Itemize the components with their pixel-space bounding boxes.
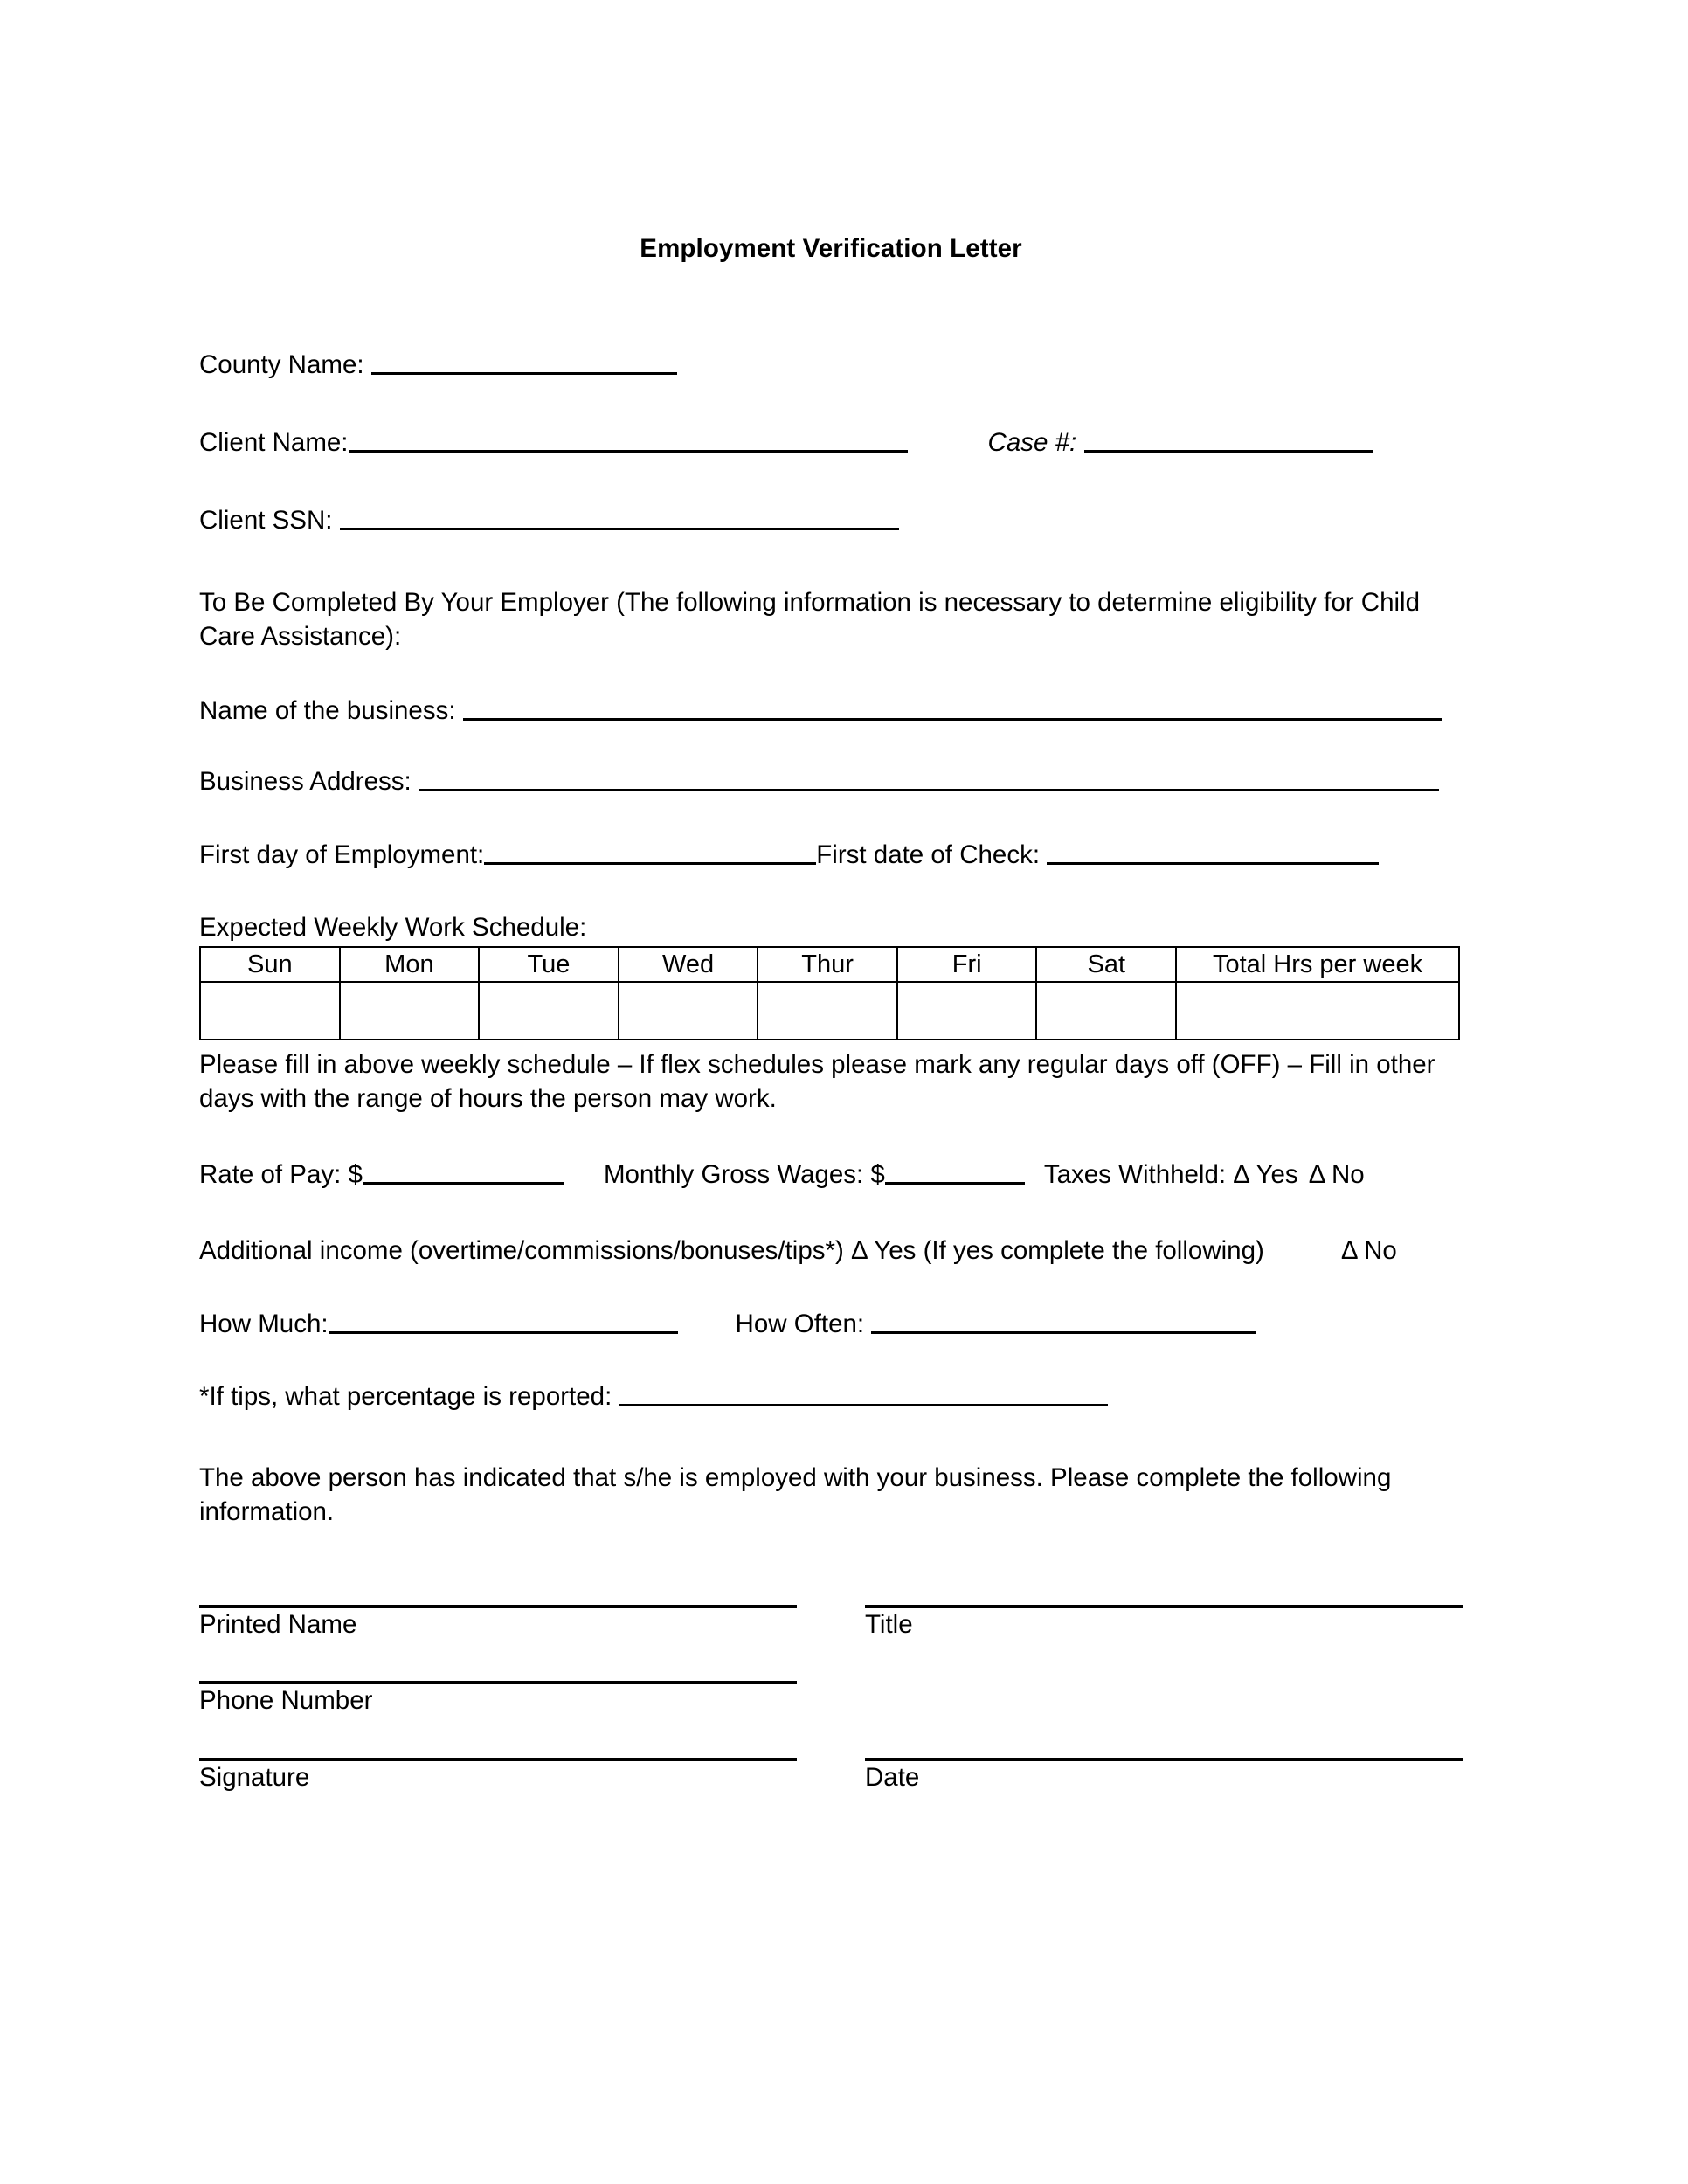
column-header-fri: Fri	[897, 947, 1037, 982]
signature-block	[199, 1605, 1463, 1794]
additional-income-no-checkbox[interactable]: Δ No	[1340, 1236, 1397, 1266]
first-day-employment-input[interactable]	[484, 838, 816, 864]
first-date-check-input[interactable]	[1047, 838, 1379, 864]
how-often-input[interactable]	[871, 1307, 1256, 1333]
business-name-input[interactable]	[463, 695, 1442, 721]
business-name-field-row	[199, 694, 1463, 728]
signature-label: Signature	[199, 1763, 310, 1793]
page-title: Employment Verification Letter	[640, 234, 1022, 263]
schedule-cell-sat[interactable]	[1036, 982, 1176, 1040]
pay-details-row	[199, 1158, 1463, 1192]
how-much-label: How Much:	[199, 1309, 329, 1338]
date-label: Date	[865, 1763, 920, 1793]
client-name-label: Client Name:	[199, 428, 349, 458]
business-address-input[interactable]	[419, 765, 1439, 791]
monthly-gross-wages-input[interactable]	[885, 1158, 1025, 1185]
additional-income-row	[199, 1234, 1463, 1268]
column-header-total-hours: Total Hrs per week	[1176, 947, 1459, 982]
tips-percentage-input[interactable]	[619, 1380, 1108, 1406]
schedule-cell-total-hours[interactable]	[1176, 982, 1459, 1040]
column-header-tue: Tue	[479, 947, 619, 982]
phone-number-group	[199, 1681, 797, 1716]
schedule-cell-thur[interactable]	[758, 982, 897, 1040]
business-address-label: Business Address:	[199, 767, 419, 797]
column-header-sun: Sun	[200, 947, 340, 982]
employment-dates-field-row	[199, 838, 1463, 872]
taxes-withheld-label: Taxes Withheld:	[1043, 1160, 1234, 1190]
monthly-gross-wages-label: Monthly Gross Wages: $	[603, 1160, 885, 1190]
schedule-cell-sun[interactable]	[200, 982, 340, 1040]
rate-of-pay-label: Rate of Pay: $	[199, 1160, 363, 1190]
schedule-section-label: Expected Weekly Work Schedule:	[199, 912, 587, 942]
column-header-thur: Thur	[758, 947, 897, 982]
column-header-mon: Mon	[340, 947, 480, 982]
weekly-schedule-table	[199, 946, 1460, 1040]
client-name-field-row	[199, 425, 1463, 460]
rate-of-pay-input[interactable]	[363, 1158, 564, 1185]
schedule-cell-fri[interactable]	[897, 982, 1037, 1040]
how-often-label: How Often:	[735, 1309, 872, 1338]
title-label: Title	[865, 1609, 913, 1639]
additional-income-yes-checkbox[interactable]: Δ Yes (If yes complete the following)	[851, 1236, 1264, 1266]
signature-row-name-title	[199, 1605, 1463, 1640]
tips-percentage-row	[199, 1379, 1463, 1413]
signature-row-signature-date	[199, 1758, 1463, 1793]
county-name-field-row	[199, 348, 1463, 382]
business-address-field-row	[199, 764, 1463, 798]
first-day-employment-label: First day of Employment:	[199, 840, 485, 869]
schedule-instructions-text: Please fill in above weekly schedule – If flex schedules please mark any regular days off (OFF) – Fill in other days with the range of hours the person may work.	[199, 1049, 1435, 1113]
column-header-wed: Wed	[619, 947, 758, 982]
tips-percentage-label: *If tips, what percentage is reported:	[199, 1381, 619, 1411]
taxes-withheld-yes-checkbox[interactable]: Δ Yes	[1233, 1160, 1298, 1190]
taxes-withheld-no-checkbox[interactable]: Δ No	[1308, 1160, 1365, 1190]
county-name-label: County Name:	[199, 349, 371, 379]
client-ssn-label: Client SSN:	[199, 506, 340, 536]
schedule-cell-tue[interactable]	[479, 982, 619, 1040]
title-group	[865, 1605, 1463, 1640]
phone-number-label: Phone Number	[199, 1686, 373, 1716]
case-number-label: Case #:	[987, 428, 1077, 458]
schedule-cell-mon[interactable]	[340, 982, 480, 1040]
county-name-input[interactable]	[371, 349, 677, 375]
client-ssn-input[interactable]	[340, 504, 899, 530]
business-name-label: Name of the business:	[199, 696, 463, 726]
table-header-row	[200, 947, 1459, 982]
additional-income-label: Additional income (overtime/commissions/bonuses/tips*)	[199, 1236, 851, 1266]
printed-name-label: Printed Name	[199, 1609, 357, 1639]
signature-group	[199, 1758, 797, 1793]
how-much-input[interactable]	[329, 1307, 678, 1333]
case-number-group	[988, 425, 1373, 460]
document-content	[199, 0, 1463, 1835]
printed-name-group	[199, 1605, 797, 1640]
schedule-cell-wed[interactable]	[619, 982, 758, 1040]
client-ssn-field-row	[199, 503, 1463, 537]
employer-instructions-text: To Be Completed By Your Employer (The following information is necessary to determine eligibility for Child Care Assistance):	[199, 587, 1420, 651]
case-number-input[interactable]	[1084, 426, 1373, 453]
first-date-check-label: First date of Check:	[816, 840, 1048, 869]
client-name-input[interactable]	[349, 426, 908, 453]
income-amount-row	[199, 1307, 1463, 1341]
table-row	[200, 982, 1459, 1040]
column-header-sat: Sat	[1036, 947, 1176, 982]
signature-row-phone	[199, 1681, 1463, 1716]
closing-statement-text: The above person has indicated that s/he is employed with your business. Please complete the following information.	[199, 1463, 1392, 1527]
date-group	[865, 1758, 1463, 1793]
